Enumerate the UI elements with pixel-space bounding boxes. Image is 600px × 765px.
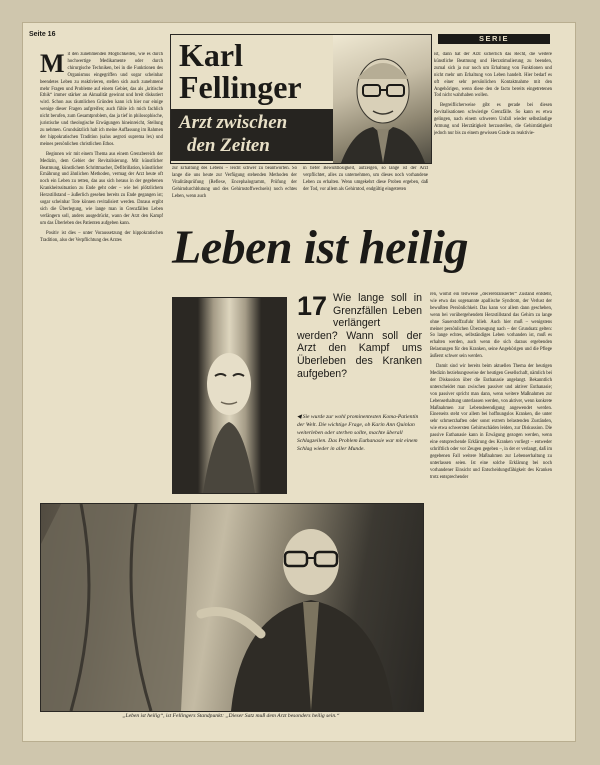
section-label: SERIE: [438, 34, 550, 44]
header-subtitle-line1: Arzt zwischen: [179, 112, 288, 133]
column1-paragraph-3: Positiv ist dies – unter Voraussetzung der hippokratischen Tradition, also der Verpflichtung des Arztes: [40, 230, 163, 243]
page-number: Seite 16: [29, 31, 56, 38]
headline: Leben ist heilig: [172, 221, 468, 274]
column4-paragraph-1: ist, dann hat der Arzt sicherlich das Recht, die weitere künstliche Beatmung und Herzstimulierung zu beenden, zumal sich ja nur noch um Erhaltung von Funktionen und nicht mehr um Erhaltung von Leben handelt. Hier bedarf es oft einer sehr persönlichen Kontaktnahme mit den Angehörigen, wenn diese den de facto bereits eingetretenen Tod nicht wahrhaben wollen.: [434, 52, 552, 99]
column1-paragraph-2: Beginnen wir mit einem Thema aus einem Grenzbereich der Medizin, dem Gebiet der Revitalisierung. Mit künstlicher Beatmung, künstlichem Schrittmacher, Defibrillation, künstlicher Ernährung und ähnlichen Methoden, vermag der Arzt heute oft noch ein Leben zu retten, das aus sich heraus in der gegebenen Krankheitssituation zu Ende geht oder – wie bei plötzlichem Herzstillstand – äußerlich gesehen bereits zu Ende gegangen ist; sogar scheinbar Tote können revitalisiert werden. Daraus ergibt sich die Überlegung, wie lange man in Grenzfällen Leben verlängern soll, anders ausgedrückt, wann der Arzt den Kampf um das Überleben des Patienten aufgeben kann.: [40, 151, 163, 226]
column4-paragraph-2: Begreiflicherweise gibt es gerade bei diesen Revitalisationen schwierige Grenzfälle. So kann es etwa gelingen, nach einem schweren Unfall wieder selbständige Atmung und Herztätigkeit herzustellen, die Gehirntätigkeit jedoch nur bis zu einem gewissen Grade zu reaktivie-: [434, 103, 552, 136]
article-column-4-top: [434, 52, 552, 228]
kicker-text: Wie lange soll in Grenzfällen Leben verlängert werden? Wann soll der Arzt den Kampf ums Überleben des Kranken aufgeben?: [297, 292, 422, 380]
header-name-last: Fellinger: [179, 69, 302, 105]
column4-paragraph-3: ren, womit ein teilweise „decerebralisierter“ Zustand entsteht, wie etwa das sogenannte apallische Syndrom, der Verlust der bewußten Persönlichkeit. Das kann vor allem dann geschehen, wenn bei vorübergehendem Herzstillstand das Gehirn zu lange ohne Sauerstoffzufuhr blieb. Auch hier muß – wenigstens meiner persönlichen Überzeugung nach – der Grundsatz gelten: So lange echtes, selbständiges Leben vorhanden ist, muß es erhalten werden, auch wenn die sich daraus ergebenden Belastungen für den Kranken, seine Angehörigen und die Pflege äußerst schwer sein werden.: [430, 292, 552, 360]
drop-cap: M: [40, 52, 65, 78]
kicker-box: [297, 292, 422, 392]
column3-text: in tiefer Bewußtlosigkeit, aufzeigen, so lange ist der Arzt verpflichtet, alles zu unternehmen, um dieses noch vorhandene Leben zu erhalten. Wenn umgekehrt diese Proben ergeben, daß der Tod, vor allem als Gehirntod, endgültig eingetreten: [303, 166, 428, 192]
article-column-1: [40, 52, 163, 494]
article-column-4-bottom: [430, 292, 552, 712]
tree-scene: [41, 504, 423, 711]
portrait-photo: [333, 35, 431, 163]
column2-text: zur Erhaltung des Lebens – leicht schwer zu beantworten. So lange die uns heute zur Verfügung stehenden Methoden der Vitalitätsprüfung (Reflexe, Encephalogramm, Prüfung der Gehirndurchblutung und des Gehirnstoffwechsels) noch echtes Leben, wenn auch: [172, 166, 297, 199]
photo-caption-patient: ◀ Sie wurde zur wohl prominentesten Koma-Patientin der Welt. Die wichtige Frage, ob Karin Ann Quinlan weiterleben oder sterben sollte, machte überall Schlagzeilen. Das Problem Euthanasie war mit einem Schlag wieder in aller Munde.: [297, 414, 419, 452]
article-column-3: [303, 166, 428, 224]
header-name-first: Karl: [179, 37, 243, 73]
series-header: [170, 34, 432, 164]
coma-patient-photo: [172, 297, 287, 494]
episode-number: 17: [297, 291, 328, 321]
fellinger-tree-photo: [40, 503, 424, 712]
article-column-2: [172, 166, 297, 224]
header-subtitle-line2: den Zeiten: [187, 135, 270, 156]
portrait-figure: [333, 35, 431, 163]
patient-figure: [173, 298, 286, 493]
column1-paragraph-1: it den zunehmenden Möglichkeiten, wie es durch hochwertige Medikamente oder durch chirurgische Techniken, bei in die Funktionen des Organismus eingegriffen und sogar scheinbar beendetes Leben zu reaktivieren, stellen sich auch zunehmend mehr Fragen und Probleme auf einem Gebiet, das als „kritische Ethik“ immer stärker an Aktualität gewinnt und breit diskutiert wird. Schon aus räumlichen Gründen kann ich hier nur einige wenige dieser Fragen aufgreifen; auch fühle ich mich fachlich nicht berufen, zum Gesamtproblem, das ja tief in philosophische, juristische und theologische Erwägungen hineinreicht, Stellung zu nehmen. Grundsätzlich halt ich meine Auffassung im Rahmen der hippokratischen Tradition (salus aegroti suprema lex) und meines persönlichen christlichen Ethos.: [40, 52, 163, 147]
column4-paragraph-4: Damit sind wir bereits beim aktuellen Thema der heutigen Medizin beziehungsweise der heutigen Gesellschaft, nämlich bei der Diskussion über die Euthanasie angelangt. Bekanntlich unterscheidet man zwischen passiver und aktiver Euthanasie; von passiver spricht man dann, wenn weitere Maßnahmen zur Lebenserhaltung unterlassen werden, von aktiver, wenn konkrete Maßnahmen zur Lebensbeendigung angewendet werden. Einerseits steht vor allem bei hoffnungslos Kranken, die unter sehr schmerzhaften oder sonst extrem belastenden Zuständen, wie etwa schwersten Gehirnschäden leiden, zur Diskussion. Die passive Euthanasie kann in Erwägung gezogen werden, wenn eine entsprechende Erklärung des Kranken vorliegt – entweder schriftlich oder vor Zeugen gegeben –, in der er verlangt, daß im gegebenen Fall weitere Maßnahmen zur Lebenserhaltung zu unterlassen seien. Ist eine solche Erklärung bei noch vorhandener Einsicht und Entscheidungsfähigkeit des Kranken trotz entsprechender: [430, 364, 552, 480]
photo-caption-bottom: „Leben ist heilig“, ist Fellingers Standpunkt: „Dieser Satz muß dem Arzt besonders heilig sein.“: [122, 713, 340, 719]
